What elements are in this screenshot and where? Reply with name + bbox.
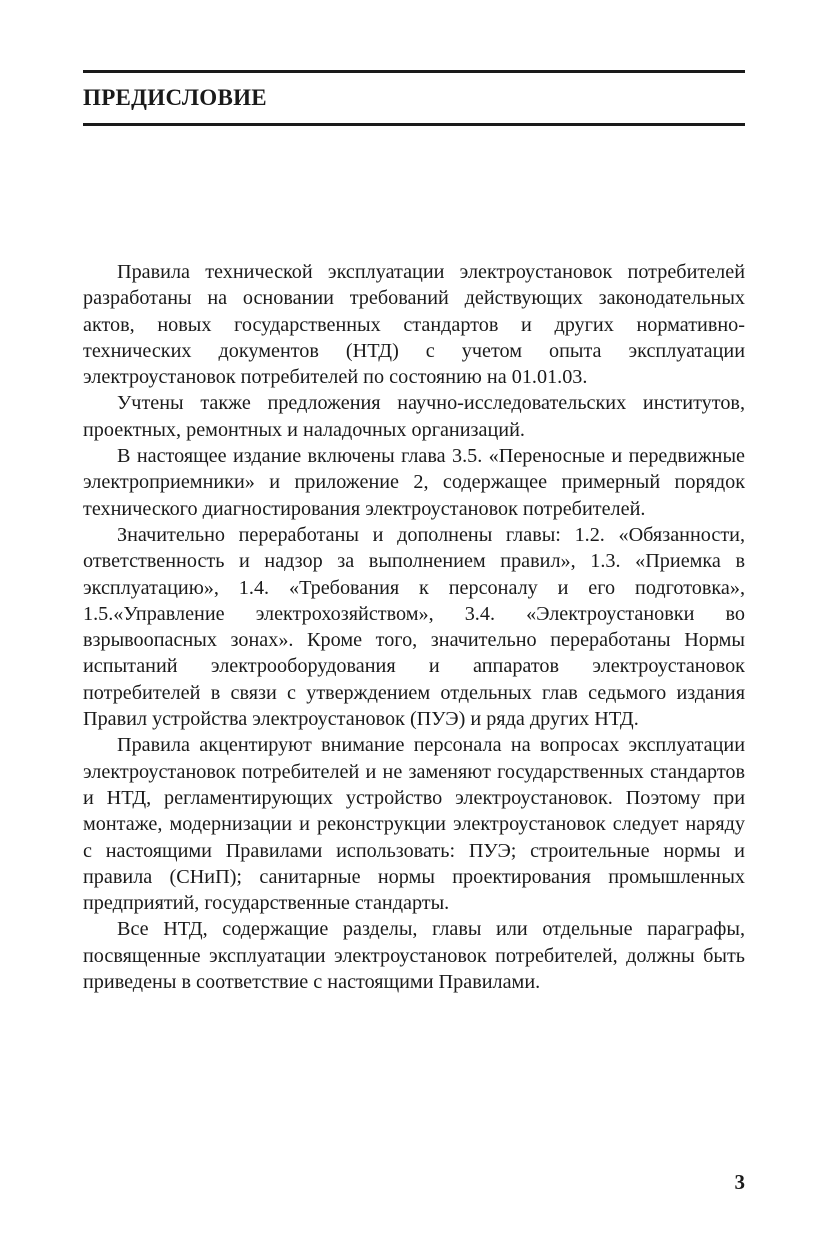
page-number: 3 xyxy=(734,1170,745,1194)
paragraph: Значительно переработаны и дополнены главы: 1.2. «Обязанности, ответственность и надзор за выполнением правил», 1.3. «Приемка в эксплуатацию», 1.4. «Требования к персоналу и его подготовка», 1.5.«Управление электрохозяйством», 3.4. «Электроустановки во взрывоопасных зонах». Кроме того, значительно переработаны Нормы испытаний электрооборудования и аппаратов электроустановок потребителей в связи с утверждением отдельных глав седьмого издания Правил устройства электроустановок (ПУЭ) и ряда других НТД. xyxy=(83,523,745,731)
header-bottom-rule xyxy=(83,123,745,126)
paragraph: Все НТД, содержащие разделы, главы или отдельные параграфы, посвященные эксплуатации электроустановок потребителей, должны быть приведены в соответствие с настоящими Правилами. xyxy=(83,918,745,994)
paragraph: Учтены также предложения научно-исследовательских институтов, проектных, ремонтных и наладочных организаций. xyxy=(83,392,745,441)
paragraph: В настоящее издание включены глава 3.5. «Переносные и передвижные электроприемники» и приложение 2, содержащее примерный порядок технического диагностирования электроустановок потребителей. xyxy=(83,445,745,520)
page-heading: ПРЕДИСЛОВИЕ xyxy=(83,85,267,110)
paragraph: Правила акцентируют внимание персонала на вопросах эксплуатации электроустановок потребителей и не заменяют государственных стандартов и НТД, регламентирующих устройство электроустановок. Поэтому при монтаже, модернизации и реконструкции электроустановок следует наряду с настоящими Правилами использовать: ПУЭ; строительные нормы и правила (СНиП); санитарные нормы проектирования промышленных предприятий, государственные стандарты. xyxy=(83,734,745,915)
preface-body xyxy=(83,259,745,995)
header-top-rule xyxy=(83,70,745,73)
paragraph: Правила технической эксплуатации электроустановок потребителей разработаны на основании требований действующих законодательных актов, новых государственных стандартов и других нормативно-технических документов (НТД) с учетом опыта эксплуатации электроустановок потребителей по состоянию на 01.01.03. xyxy=(83,261,745,389)
